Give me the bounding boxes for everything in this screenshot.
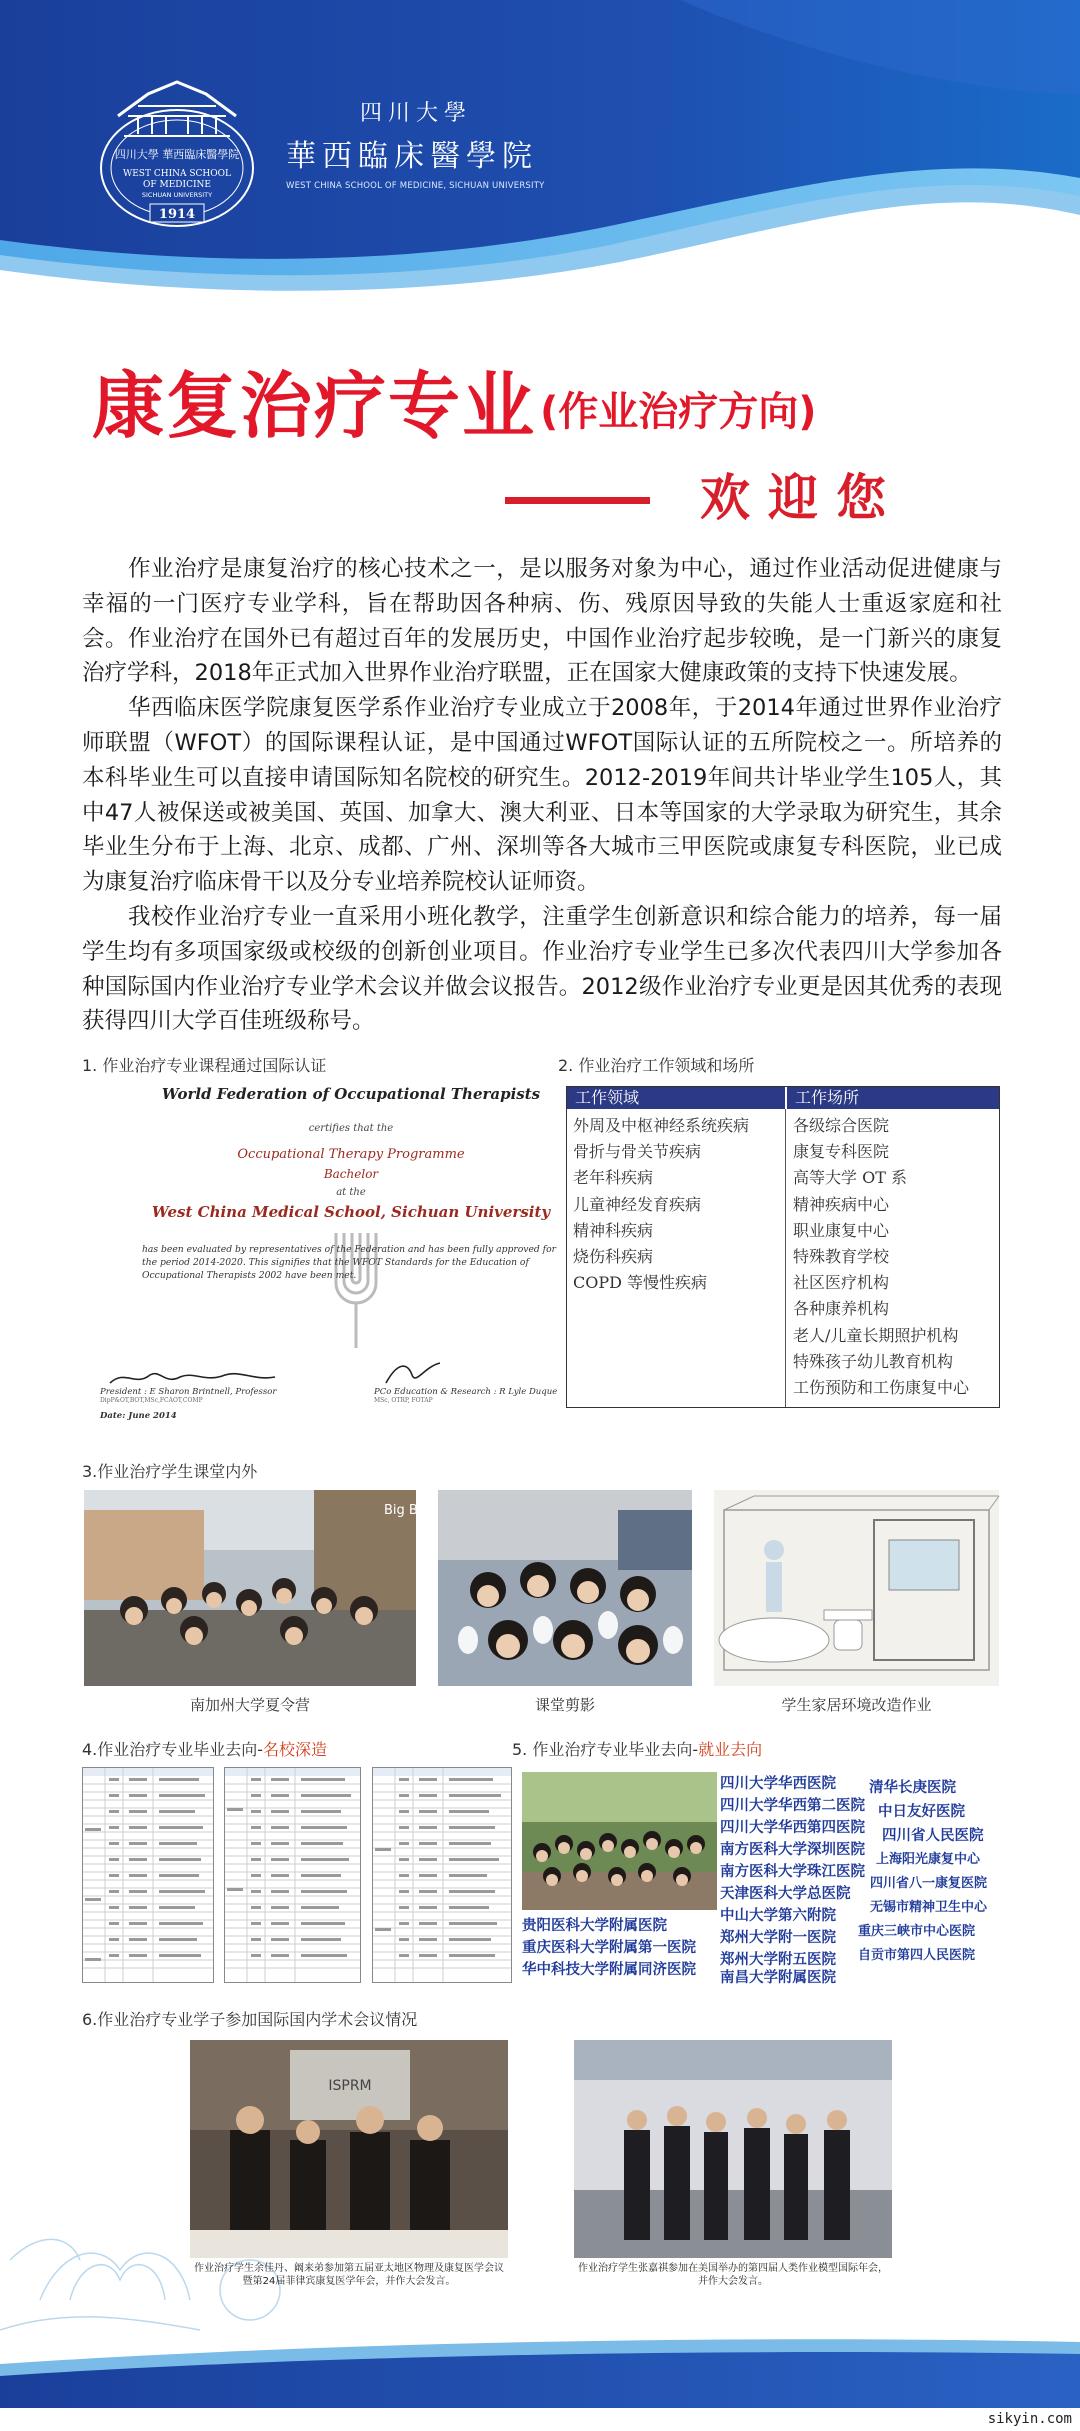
list-item: 高等大学 OT 系: [793, 1168, 907, 1188]
employment-item: 郑州大学附一医院: [720, 1930, 836, 1946]
places-column: [793, 1113, 998, 1401]
list-item: 精神疾病中心: [793, 1194, 890, 1214]
employment-item: 无锡市精神卫生中心: [870, 1900, 988, 1915]
caption-line: 作业治疗学生张嘉祺参加在美国举办的第四届人类作业模型国际年会，: [578, 2263, 888, 2274]
employment-item: 四川大学华西第四医院: [720, 1820, 865, 1836]
conference-photo-left: [190, 2040, 508, 2258]
title-main: 康复治疗专业: [92, 364, 537, 448]
employment-item: 重庆医科大学附属第一医院: [522, 1940, 696, 1956]
list-item: 骨折与骨关节疾病: [573, 1142, 702, 1162]
admissions-table-grid: [83, 1768, 213, 1982]
wfot-certificate: [100, 1075, 558, 1421]
caption-line: 暨第24届菲律宾康复医学年会，并作大会发言。: [242, 2276, 456, 2287]
intro-paragraph: 我校作业治疗专业一直采用小班化教学，注重学生创新意识和综合能力的培养，每一届学生均有多项国家级或校级的创新创业项目。作业治疗专业学生已多次代表四川大学参加各种国际国内作业治疗专业学术会议并做会议报告。2012级作业治疗专业更是因其优秀的表现获得四川大学百佳班级称号。: [82, 903, 1002, 1035]
section-heading-2: 2. 作业治疗工作领域和场所: [558, 1056, 755, 1075]
emblem-icon: [88, 76, 266, 234]
employment-item: 华中科技大学附属同济医院: [522, 1962, 696, 1978]
caption-conference-left: [190, 2262, 508, 2288]
section-heading-5: [512, 1737, 762, 1760]
employment-item: 清华长庚医院: [869, 1780, 956, 1796]
cert-pco-cred: MSc, OTRP, FOTAP: [374, 1397, 433, 1404]
table-header-fields: 工作领域: [567, 1087, 785, 1109]
employment-panel: [520, 1770, 1000, 1986]
classroom-photo: [438, 1490, 692, 1686]
section-heading-1: 1. 作业治疗专业课程通过国际认证: [82, 1056, 327, 1075]
section-heading-4: [82, 1737, 327, 1760]
photo-home-modification: [714, 1490, 999, 1686]
section-heading-5-text: 5. 作业治疗专业毕业去向-: [512, 1740, 699, 1759]
list-item: 各种康养机构: [793, 1299, 890, 1319]
cert-at-the: at the: [336, 1187, 366, 1198]
list-item: 特殊孩子幼儿教育机构: [793, 1351, 954, 1371]
table-header-places: 工作场所: [787, 1087, 999, 1109]
graduates-group-photo: [522, 1772, 717, 1910]
signature-president: [105, 1365, 295, 1389]
table-divider: [785, 1109, 786, 1407]
cert-certifies: certifies that the: [308, 1123, 394, 1134]
admissions-table: [82, 1767, 214, 1983]
list-item: 精神科疾病: [573, 1220, 654, 1240]
school-emblem: [88, 76, 266, 234]
employment-item: 南方医科大学深圳医院: [720, 1842, 865, 1858]
svg-text:SICHUAN UNIVERSITY: SICHUAN UNIVERSITY: [141, 191, 213, 199]
section-heading-4-text: 4.作业治疗专业毕业去向-: [82, 1740, 264, 1759]
school-name-block: [286, 96, 546, 191]
bathroom-model-photo: [714, 1490, 999, 1686]
admissions-table-grid: [373, 1768, 511, 1982]
cert-date: Date: June 2014: [100, 1411, 177, 1421]
admissions-table-grid: [225, 1768, 360, 1982]
school-name-small: 四川大學: [359, 101, 472, 126]
caption-line: 并作大会发言。: [698, 2276, 768, 2287]
employment-item: 四川大学华西医院: [720, 1776, 836, 1792]
cert-president-name: President : E Sharon Brintnell, Professor: [100, 1387, 277, 1397]
graduate-admissions-tables: [82, 1767, 512, 1985]
photo-summer-camp: [84, 1490, 426, 1686]
fields-column: [573, 1113, 783, 1296]
section-heading-6: 6.作业治疗专业学子参加国际国内学术会议情况: [82, 2010, 418, 2029]
admissions-table: [224, 1767, 361, 1983]
list-item: 社区医疗机构: [793, 1273, 890, 1293]
list-item: 外周及中枢神经系统疾病: [573, 1116, 750, 1135]
school-name-english: WEST CHINA SCHOOL OF MEDICINE, SICHUAN UNIVERSITY: [286, 181, 545, 191]
cert-school: West China Medical School, Sichuan University: [151, 1203, 551, 1221]
employment-item: 贵阳医科大学附属医院: [522, 1918, 667, 1934]
employment-item: 中日友好医院: [878, 1804, 965, 1820]
list-item: 烧伤科疾病: [573, 1247, 654, 1267]
list-item: 老人/儿童长期照护机构: [793, 1325, 959, 1345]
caption-line: 作业治疗学生余佳丹、阚来弟参加第五届亚太地区物理及康复医学会议: [194, 2263, 504, 2274]
cert-body: has been evaluated by representatives of the Federation and has been fully approved for the period 2014-2020. This signifies that the WFOT Standards for the Education of Occupational Therapists 2002 have been met.: [142, 1244, 557, 1281]
employment-item: 天津医科大学总医院: [720, 1886, 851, 1902]
school-name-main: 華西臨床醫學院: [286, 139, 538, 174]
list-item: 各级综合医院: [793, 1116, 890, 1135]
intro-text: [82, 552, 1002, 1039]
section-heading-3: 3.作业治疗学生课堂内外: [82, 1462, 258, 1481]
list-item: 职业康复中心: [793, 1220, 890, 1240]
list-item: 工伤预防和工伤康复中心: [793, 1378, 970, 1398]
employment-item: 四川大学华西第二医院: [720, 1798, 865, 1814]
list-item: 特殊教育学校: [793, 1247, 890, 1267]
employment-item: 南方医科大学珠江医院: [720, 1864, 865, 1880]
conference-photo-right: [574, 2040, 892, 2258]
photo-conference-right: [574, 2040, 892, 2258]
caption-classroom: 课堂剪影: [534, 1696, 595, 1714]
intro-paragraph: 华西临床医学院康复医学系作业治疗专业成立于2008年，于2014年通过世界作业治疗师联盟（WFOT）的国际课程认证，是中国通过WFOT国际认证的五所院校之一。所培养的本科毕业生可以直接申请国际知名院校的研究生。2012-2019年间共计毕业学生105人，其中47人被保送或被美国、英国、加拿大、澳大利亚、日本等国家的大学录取为研究生，其余毕业生分布于上海、北京、成都、广州、深圳等各大城市三甲医院或康复专科医院，业已成为康复治疗临床骨干以及分专业培养院校认证师资。: [82, 695, 1002, 896]
svg-text:四川大學 華西臨床醫學院: 四川大學 華西臨床醫學院: [114, 148, 240, 161]
cert-org: World Federation of Occupational Therapists: [161, 1085, 541, 1103]
signature-pco: [378, 1357, 448, 1389]
employment-item: 南昌大学附属医院: [720, 1970, 836, 1986]
employment-item: 重庆三峡市中心医院: [858, 1924, 976, 1939]
watermark-url: sikyin.com: [987, 2411, 1072, 2427]
photo-conference-left: [190, 2040, 508, 2258]
caption-summer-camp: 南加州大学夏令营: [189, 1696, 310, 1714]
caption-home-modification: 学生家居环境改造作业: [781, 1696, 932, 1714]
welcome-dash: [505, 497, 650, 504]
employment-item: 上海阳光康复中心: [876, 1852, 981, 1867]
poster-title: [92, 348, 1052, 452]
section-heading-5-highlight: 就业去向: [698, 1740, 763, 1759]
employment-item: 四川省八一康复医院: [870, 1876, 988, 1891]
footer-wave: [0, 2334, 1080, 2431]
work-areas-table: [566, 1086, 1000, 1408]
svg-text:WEST CHINA SCHOOL: WEST CHINA SCHOOL: [122, 169, 232, 179]
welcome-text: 欢迎您: [700, 468, 904, 527]
intro-paragraph: 作业治疗是康复治疗的核心技术之一，是以服务对象为中心，通过作业活动促进健康与幸福的一门医疗专业学科，旨在帮助因各种病、伤、残原因导致的失能人士重返家庭和社会。作业治疗在国外已有超过百年的发展历史，中国作业治疗起步较晚，是一门新兴的康复治疗学科，2018年正式加入世界作业治疗联盟，正在国家大健康政策的支持下快速发展。: [82, 556, 1002, 687]
cert-programme: Occupational Therapy Programme: [237, 1147, 465, 1162]
cert-president-cred: DipP&OT,BOT,MSc,FCAOT,COMP: [100, 1397, 203, 1404]
title-sub: (作业治疗方向): [540, 389, 817, 435]
section-heading-4-highlight: 名校深造: [263, 1740, 328, 1759]
svg-text:ISPRM: ISPRM: [328, 2078, 372, 2094]
employment-item: 自贡市第四人民医院: [858, 1948, 976, 1963]
svg-text:OF MEDICINE: OF MEDICINE: [143, 180, 211, 190]
employment-item: 郑州大学附五医院: [720, 1952, 836, 1968]
admissions-table: [372, 1767, 512, 1983]
cert-pco: [374, 1387, 574, 1404]
cert-pco-name: PCo Education & Research : R Lyle Duque: [374, 1387, 558, 1397]
svg-text:1914: 1914: [158, 207, 196, 222]
cert-degree: Bachelor: [323, 1167, 379, 1181]
employment-item: 中山大学第六附院: [720, 1908, 836, 1924]
cert-president: [100, 1387, 340, 1404]
summer-camp-photo: [84, 1490, 426, 1686]
caption-conference-right: [574, 2262, 892, 2288]
employment-item: 四川省人民医院: [882, 1828, 984, 1844]
list-item: 老年科疾病: [573, 1168, 654, 1188]
list-item: 康复专科医院: [793, 1142, 890, 1162]
svg-text:Big Bo: Big Bo: [384, 1503, 426, 1518]
list-item: 儿童神经发育疾病: [573, 1194, 702, 1214]
photo-classroom: [438, 1490, 692, 1686]
list-item: COPD 等慢性疾病: [573, 1273, 708, 1293]
